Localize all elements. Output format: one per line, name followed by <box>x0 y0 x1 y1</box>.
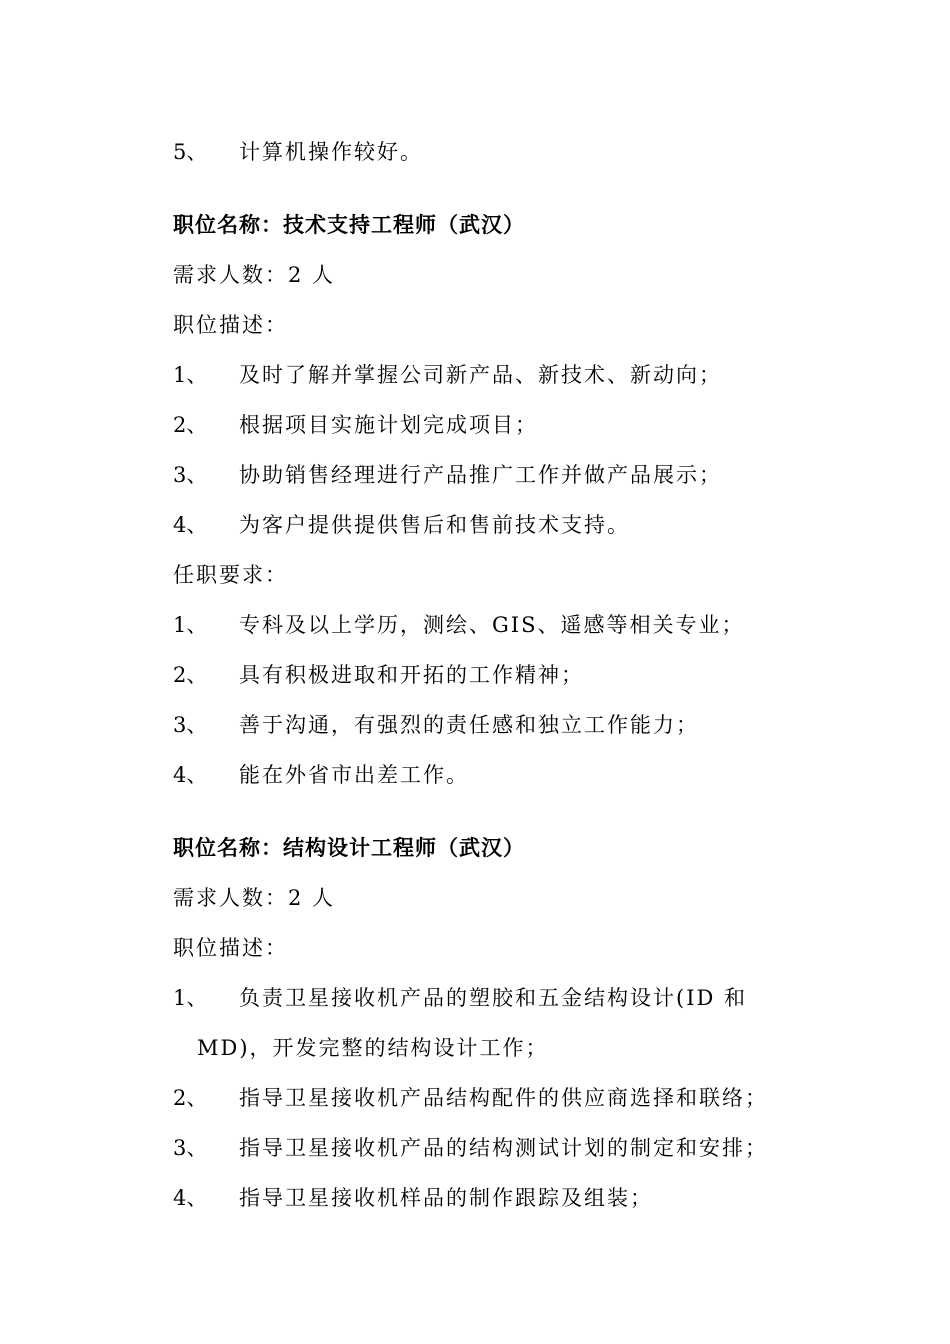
job-title: 职位名称：结构设计工程师（武汉） <box>173 835 525 860</box>
list-item <box>173 610 744 640</box>
item-number: 5、 <box>173 140 208 164</box>
item-text: 能在外省市出差工作。 <box>239 763 469 787</box>
requirements-label: 任职要求： <box>173 563 288 587</box>
item-number: 3、 <box>173 1136 208 1160</box>
description-label: 职位描述： <box>173 313 288 337</box>
item-number: 3、 <box>173 463 208 487</box>
list-item <box>173 983 747 1013</box>
list-item <box>173 1133 768 1163</box>
item-text: 指导卫星接收机样品的制作跟踪及组装； <box>239 1186 653 1210</box>
list-item <box>173 510 630 540</box>
list-item <box>173 360 722 390</box>
description-label: 职位描述： <box>173 936 288 960</box>
item-number: 2、 <box>173 1086 208 1110</box>
list-item <box>173 137 423 167</box>
list-item <box>173 660 584 690</box>
list-item <box>173 1183 653 1213</box>
item-number: 1、 <box>173 986 208 1010</box>
list-item <box>173 760 469 790</box>
item-number: 2、 <box>173 663 208 687</box>
item-text: 具有积极进取和开拓的工作精神； <box>239 663 584 687</box>
item-text: 负责卫星接收机产品的塑胶和五金结构设计(ID 和 <box>239 986 747 1010</box>
item-text: 指导卫星接收机产品的结构测试计划的制定和安排； <box>239 1136 768 1160</box>
item-number: 4、 <box>173 1186 208 1210</box>
item-number: 1、 <box>173 613 208 637</box>
item-text: 协助销售经理进行产品推广工作并做产品展示； <box>239 463 722 487</box>
item-text: 善于沟通，有强烈的责任感和独立工作能力； <box>239 713 699 737</box>
item-number: 2、 <box>173 413 208 437</box>
list-item <box>173 1083 768 1113</box>
headcount: 需求人数：2 人 <box>173 263 336 287</box>
job-title: 职位名称：技术支持工程师（武汉） <box>173 212 525 237</box>
item-text: 计算机操作较好。 <box>239 140 423 164</box>
item-text: 专科及以上学历，测绘、GIS、遥感等相关专业； <box>239 613 745 637</box>
item-text: 及时了解并掌握公司新产品、新技术、新动向； <box>239 363 722 387</box>
headcount: 需求人数：2 人 <box>173 886 336 910</box>
list-item <box>173 410 538 440</box>
list-item <box>173 710 699 740</box>
item-number: 3、 <box>173 713 208 737</box>
item-text: 指导卫星接收机产品结构配件的供应商选择和联络； <box>239 1086 768 1110</box>
list-item <box>173 460 722 490</box>
item-text-continuation: MD)，开发完整的结构设计工作； <box>197 1036 549 1060</box>
item-text: 根据项目实施计划完成项目； <box>239 413 538 437</box>
item-text: 为客户提供提供售后和售前技术支持。 <box>239 513 630 537</box>
item-number: 4、 <box>173 763 208 787</box>
item-number: 1、 <box>173 363 208 387</box>
item-number: 4、 <box>173 513 208 537</box>
